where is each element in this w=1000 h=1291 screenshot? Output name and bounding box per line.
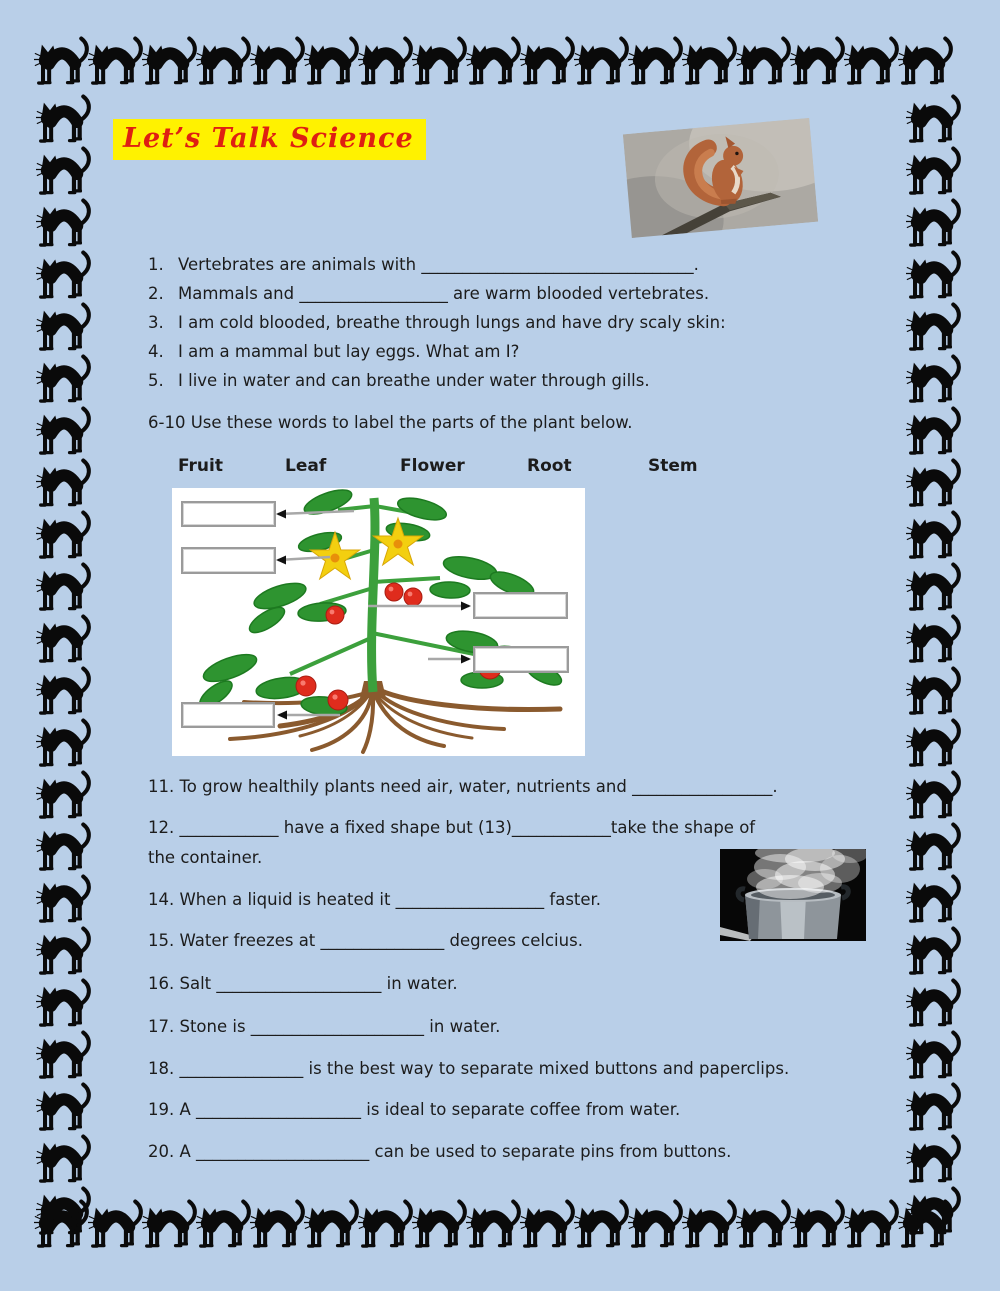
question-14: 14. When a liquid is heated it __________________ faster. bbox=[148, 890, 602, 909]
black-cat-icon bbox=[36, 976, 92, 1034]
black-cat-icon bbox=[844, 34, 900, 92]
question-18: 18. _______________ is the best way to separate mixed buttons and paperclips. bbox=[148, 1059, 790, 1078]
black-cat-icon bbox=[36, 1080, 92, 1138]
question-text: the container. bbox=[148, 848, 263, 867]
black-cat-icon bbox=[906, 820, 962, 878]
black-cat-icon bbox=[898, 34, 954, 92]
black-cat-icon bbox=[906, 508, 962, 566]
black-cat-icon bbox=[36, 92, 92, 150]
word-bank-root: Root bbox=[527, 456, 572, 476]
question-11: 11. To grow healthily plants need air, water, nutrients and _________________. bbox=[148, 777, 778, 796]
black-cat-icon bbox=[36, 820, 92, 878]
black-cat-icon bbox=[906, 976, 962, 1034]
black-cat-icon bbox=[906, 1028, 962, 1086]
black-cat-icon bbox=[36, 664, 92, 722]
black-cat-icon bbox=[906, 1184, 962, 1242]
question-number: 5. bbox=[148, 371, 164, 390]
black-cat-icon bbox=[628, 1197, 684, 1255]
black-cat-icon bbox=[790, 34, 846, 92]
plant-label-box-1[interactable] bbox=[181, 501, 276, 527]
question-16: 16. Salt ____________________ in water. bbox=[148, 974, 458, 993]
black-cat-icon bbox=[906, 248, 962, 306]
black-cat-icon bbox=[36, 300, 92, 358]
black-cat-icon bbox=[628, 34, 684, 92]
black-cat-icon bbox=[844, 34, 900, 92]
black-cat-icon bbox=[520, 1197, 576, 1255]
black-cat-icon bbox=[906, 716, 962, 774]
black-cat-icon bbox=[906, 872, 962, 930]
black-cat-icon bbox=[36, 924, 92, 982]
black-cat-icon bbox=[906, 664, 962, 722]
black-cat-icon bbox=[412, 34, 468, 92]
black-cat-icon bbox=[628, 34, 684, 92]
plant-label-box-2[interactable] bbox=[181, 547, 276, 574]
black-cat-icon bbox=[574, 1197, 630, 1255]
black-cat-icon bbox=[36, 716, 92, 774]
black-cat-icon bbox=[906, 560, 962, 618]
black-cat-icon bbox=[906, 924, 962, 982]
black-cat-icon bbox=[36, 820, 92, 878]
black-cat-icon bbox=[36, 248, 92, 306]
black-cat-icon bbox=[36, 1184, 92, 1242]
black-cat-icon bbox=[906, 768, 962, 826]
black-cat-icon bbox=[906, 248, 962, 306]
black-cat-icon bbox=[36, 612, 92, 670]
black-cat-icon bbox=[906, 924, 962, 982]
black-cat-icon bbox=[36, 404, 92, 462]
black-cat-icon bbox=[34, 34, 90, 92]
black-cat-icon bbox=[466, 1197, 522, 1255]
plant-diagram bbox=[172, 488, 585, 756]
black-cat-icon bbox=[196, 34, 252, 92]
black-cat-icon bbox=[142, 1197, 198, 1255]
black-cat-icon bbox=[682, 34, 738, 92]
black-cat-icon bbox=[36, 976, 92, 1034]
black-cat-icon bbox=[790, 34, 846, 92]
black-cat-icon bbox=[906, 1184, 962, 1242]
black-cat-icon bbox=[906, 560, 962, 618]
black-cat-icon bbox=[898, 34, 954, 92]
black-cat-icon bbox=[36, 716, 92, 774]
black-cat-icon bbox=[88, 1197, 144, 1255]
black-cat-icon bbox=[906, 612, 962, 670]
squirrel-photo bbox=[623, 118, 818, 238]
black-cat-icon bbox=[34, 34, 90, 92]
black-cat-icon bbox=[906, 352, 962, 410]
black-cat-icon bbox=[36, 612, 92, 670]
black-cat-icon bbox=[196, 1197, 252, 1255]
black-cat-icon bbox=[906, 508, 962, 566]
black-cat-icon bbox=[574, 1197, 630, 1255]
black-cat-icon bbox=[36, 196, 92, 254]
question-text: 12. ____________ have a fixed shape but (13)____________take the shape of bbox=[148, 818, 756, 837]
black-cat-icon bbox=[36, 352, 92, 410]
black-cat-icon bbox=[88, 34, 144, 92]
black-cat-icon bbox=[36, 1184, 92, 1242]
black-cat-icon bbox=[790, 1197, 846, 1255]
black-cat-icon bbox=[36, 404, 92, 462]
black-cat-icon bbox=[358, 34, 414, 92]
black-cat-icon bbox=[906, 716, 962, 774]
black-cat-icon bbox=[574, 34, 630, 92]
black-cat-icon bbox=[466, 34, 522, 92]
black-cat-icon bbox=[36, 92, 92, 150]
black-cat-icon bbox=[36, 560, 92, 618]
black-cat-icon bbox=[906, 144, 962, 202]
question-number: 4. bbox=[148, 342, 164, 361]
black-cat-icon bbox=[36, 196, 92, 254]
black-cat-icon bbox=[682, 34, 738, 92]
black-cat-icon bbox=[36, 664, 92, 722]
word-bank-flower: Flower bbox=[400, 456, 465, 476]
black-cat-icon bbox=[906, 352, 962, 410]
black-cat-icon bbox=[736, 34, 792, 92]
word-bank-leaf: Leaf bbox=[285, 456, 327, 476]
black-cat-icon bbox=[36, 872, 92, 930]
question-19: 19. A ____________________ is ideal to separate coffee from water. bbox=[148, 1100, 681, 1119]
black-cat-icon bbox=[36, 1132, 92, 1190]
question-5 bbox=[148, 370, 908, 391]
black-cat-icon bbox=[906, 1132, 962, 1190]
black-cat-icon bbox=[520, 1197, 576, 1255]
squirrel-illustration bbox=[623, 118, 818, 238]
black-cat-icon bbox=[906, 300, 962, 358]
word-bank-stem: Stem bbox=[648, 456, 698, 476]
black-cat-icon bbox=[250, 1197, 306, 1255]
black-cat-icon bbox=[250, 34, 306, 92]
black-cat-icon bbox=[88, 1197, 144, 1255]
black-cat-icon bbox=[36, 1132, 92, 1190]
black-cat-icon bbox=[906, 872, 962, 930]
black-cat-icon bbox=[142, 34, 198, 92]
black-cat-icon bbox=[736, 1197, 792, 1255]
plant-label-box-4[interactable] bbox=[473, 646, 569, 673]
black-cat-icon bbox=[906, 976, 962, 1034]
black-cat-icon bbox=[196, 1197, 252, 1255]
black-cat-icon bbox=[196, 34, 252, 92]
black-cat-icon bbox=[906, 144, 962, 202]
black-cat-icon bbox=[574, 34, 630, 92]
word-bank bbox=[0, 456, 1000, 480]
black-cat-icon bbox=[142, 34, 198, 92]
black-cat-icon bbox=[36, 768, 92, 826]
black-cat-icon bbox=[304, 1197, 360, 1255]
black-cat-icon bbox=[736, 34, 792, 92]
black-cat-icon bbox=[628, 1197, 684, 1255]
question-3 bbox=[148, 312, 908, 333]
black-cat-icon bbox=[358, 1197, 414, 1255]
question-20: 20. A _____________________ can be used to separate pins from buttons. bbox=[148, 1142, 732, 1161]
black-cat-icon bbox=[520, 34, 576, 92]
black-cat-icon bbox=[304, 1197, 360, 1255]
question-17: 17. Stone is _____________________ in water. bbox=[148, 1017, 501, 1036]
question-number: 2. bbox=[148, 284, 164, 303]
black-cat-icon bbox=[36, 144, 92, 202]
black-cat-icon bbox=[790, 1197, 846, 1255]
black-cat-icon bbox=[844, 1197, 900, 1255]
black-cat-icon bbox=[466, 34, 522, 92]
black-cat-icon bbox=[358, 1197, 414, 1255]
question-text: Vertebrates are animals with _________________________________. bbox=[178, 255, 699, 274]
black-cat-icon bbox=[36, 248, 92, 306]
black-cat-icon bbox=[906, 196, 962, 254]
black-cat-icon bbox=[906, 612, 962, 670]
question-text: I am cold blooded, breathe through lungs and have dry scaly skin: bbox=[178, 313, 726, 332]
question-4 bbox=[148, 341, 908, 362]
black-cat-icon bbox=[250, 1197, 306, 1255]
black-cat-icon bbox=[36, 560, 92, 618]
black-cat-icon bbox=[906, 300, 962, 358]
black-cat-icon bbox=[36, 352, 92, 410]
black-cat-icon bbox=[36, 924, 92, 982]
question-text: Mammals and __________________ are warm blooded vertebrates. bbox=[178, 284, 710, 303]
plant-label-box-3[interactable] bbox=[473, 592, 568, 619]
plant-section-instruction: 6-10 Use these words to label the parts of the plant below. bbox=[148, 413, 633, 432]
pot-illustration bbox=[720, 849, 866, 941]
black-cat-icon bbox=[142, 1197, 198, 1255]
steaming-pot-photo bbox=[720, 849, 866, 941]
word-bank-fruit: Fruit bbox=[178, 456, 223, 476]
black-cat-icon bbox=[466, 1197, 522, 1255]
question-number: 3. bbox=[148, 313, 164, 332]
black-cat-icon bbox=[906, 404, 962, 462]
black-cat-icon bbox=[906, 92, 962, 150]
black-cat-icon bbox=[906, 1080, 962, 1138]
question-number: 1. bbox=[148, 255, 164, 274]
black-cat-icon bbox=[736, 1197, 792, 1255]
question-text: I live in water and can breathe under water through gills. bbox=[178, 371, 650, 390]
page-title: Let’s Talk Science bbox=[113, 119, 426, 160]
black-cat-icon bbox=[412, 1197, 468, 1255]
black-cat-icon bbox=[906, 1132, 962, 1190]
black-cat-icon bbox=[36, 508, 92, 566]
question-15: 15. Water freezes at _______________ degrees celcius. bbox=[148, 931, 583, 950]
question-2 bbox=[148, 283, 908, 304]
black-cat-icon bbox=[844, 1197, 900, 1255]
black-cat-icon bbox=[520, 34, 576, 92]
black-cat-icon bbox=[36, 872, 92, 930]
black-cat-icon bbox=[906, 196, 962, 254]
black-cat-icon bbox=[906, 404, 962, 462]
black-cat-icon bbox=[906, 768, 962, 826]
black-cat-icon bbox=[36, 1028, 92, 1086]
black-cat-icon bbox=[906, 664, 962, 722]
black-cat-icon bbox=[906, 820, 962, 878]
black-cat-icon bbox=[412, 34, 468, 92]
plant-label-box-5[interactable] bbox=[181, 702, 275, 728]
black-cat-icon bbox=[906, 92, 962, 150]
question-1 bbox=[148, 254, 908, 275]
black-cat-icon bbox=[682, 1197, 738, 1255]
black-cat-icon bbox=[36, 144, 92, 202]
black-cat-icon bbox=[36, 1080, 92, 1138]
black-cat-icon bbox=[358, 34, 414, 92]
black-cat-icon bbox=[36, 508, 92, 566]
black-cat-icon bbox=[906, 1028, 962, 1086]
black-cat-icon bbox=[36, 1028, 92, 1086]
black-cat-icon bbox=[412, 1197, 468, 1255]
black-cat-icon bbox=[304, 34, 360, 92]
black-cat-icon bbox=[88, 34, 144, 92]
question-text: I am a mammal but lay eggs. What am I? bbox=[178, 342, 520, 361]
black-cat-icon bbox=[36, 300, 92, 358]
black-cat-icon bbox=[682, 1197, 738, 1255]
black-cat-icon bbox=[36, 768, 92, 826]
black-cat-icon bbox=[304, 34, 360, 92]
black-cat-icon bbox=[906, 1080, 962, 1138]
black-cat-icon bbox=[250, 34, 306, 92]
